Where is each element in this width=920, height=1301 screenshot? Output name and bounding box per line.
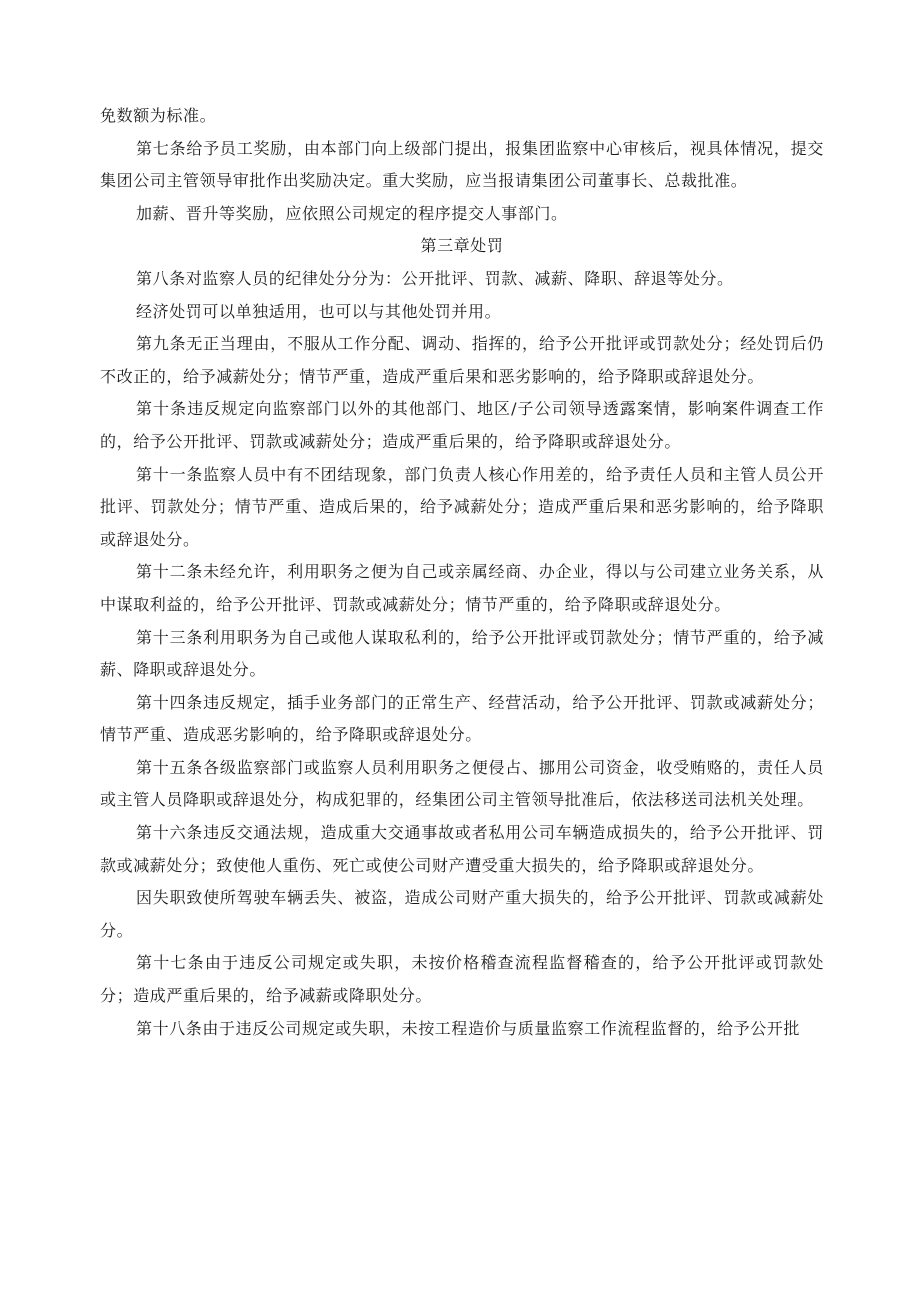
article-text: 由于违反公司规定或失职，未按价格稽查流程监督稽查的，给予公开批评或罚款处分；造成严重后果的，给予减薪或降职处分。: [100, 953, 825, 1006]
article-label: 第十二条: [136, 562, 204, 582]
article-text: 未经允许，利用职务之便为自己或亲属经商、办企业，得以与公司建立业务关系，从中谋取利益的，给予公开批评、罚款或减薪处分；情节严重的，给予降职或辞退处分。: [100, 562, 824, 614]
paragraph-text: 因失职致使所驾驶车辆丢失、被盗，造成公司财产重大损失的，给予公开批评、罚款或减薪处分。: [100, 888, 824, 940]
article-text: 对监察人员的纪律处分分为：公开批评、罚款、减薪、降职、辞退等处分。: [185, 268, 734, 288]
article-label: 第十一条: [136, 464, 204, 484]
article-text: 监察人员中有不团结现象，部门负责人核心作用差的，给予责任人员和主管人员公开批评、罚款处分；情节严重、造成后果的，给予减薪处分；造成严重后果和恶劣影响的，给予降职或辞退处分。: [100, 464, 824, 549]
article-label: 第十条: [136, 399, 188, 419]
article-18: [100, 1013, 824, 1046]
paragraph-vehicle-loss: [100, 882, 824, 947]
article-text: 违反规定，插手业务部门的正常生产、经营活动，给予公开批评、罚款或减薪处分；情节严重、造成恶劣影响的，给予降职或辞退处分。: [100, 692, 824, 745]
article-label: 第八条: [136, 268, 186, 288]
article-13: [100, 622, 824, 687]
article-text: 违反交通法规，造成重大交通事故或者私用公司车辆造成损失的，给予公开批评、罚款或减薪处分；致使他人重伤、死亡或使公司财产遭受重大损失的，给予降职或辞退处分。: [100, 823, 824, 875]
article-12: [100, 556, 824, 621]
article-9: [100, 328, 824, 393]
article-text: 各级监察部门或监察人员利用职务之便侵占、挪用公司资金，收受贿赂的，责任人员或主管人员降职或辞退处分，构成犯罪的，经集团公司主管领导批准后，依法移送司法机关处理。: [100, 757, 824, 810]
paragraph-text: 经济处罚可以单独适用，也可以与其他处罚并用。: [136, 301, 502, 321]
paragraph-text: 免数额为标准。: [100, 106, 217, 125]
article-label: 第十七条: [136, 953, 205, 973]
article-text: 无正当理由，不服从工作分配、调动、指挥的，给予公开批评或罚款处分；经处罚后仍不改正的，给予减薪处分；情节严重，造成严重后果和恶劣影响的，给予降职或辞退处分。: [100, 334, 824, 386]
paragraph-raise-promotion: [100, 198, 824, 231]
article-text: 给予员工奖励，由本部门向上级部门提出，报集团监察中心审核后，视具体情况，提交集团公司主管领导审批作出奖励决定。重大奖励，应当报请集团公司董事长、总裁批准。: [100, 138, 824, 191]
article-17: [100, 947, 824, 1012]
paragraph-economic-penalty: [100, 296, 824, 329]
article-10: [100, 393, 824, 458]
article-15: [100, 752, 824, 817]
article-text: 由于违反公司规定或失职，未按工程造价与质量监察工作流程监督的，给予公开批: [202, 1018, 801, 1038]
paragraph-continuation: [100, 100, 824, 133]
paragraph-text: 加薪、晋升等奖励，应依照公司规定的程序提交人事部门。: [136, 203, 568, 223]
document-page: [100, 100, 824, 1045]
article-text: 违反规定向监察部门以外的其他部门、地区/子公司领导透露案情，影响案件调查工作的，给予公开批评、罚款或减薪处分；造成严重后果的，给予降职或辞退处分。: [100, 399, 824, 451]
chapter-heading: [100, 230, 824, 263]
article-label: 第十四条: [136, 692, 204, 712]
article-label: 第十三条: [136, 627, 204, 647]
article-label: 第十六条: [136, 823, 204, 843]
article-16: [100, 817, 824, 882]
article-label: 第十五条: [136, 757, 204, 777]
article-14: [100, 687, 824, 752]
article-label: 第七条: [136, 138, 187, 158]
article-8: [100, 263, 824, 296]
article-text: 利用职务为自己或他人谋取私利的，给予公开批评或罚款处分；情节严重的，给予减薪、降职或辞退处分。: [100, 627, 824, 680]
article-label: 第九条: [136, 334, 187, 354]
article-label: 第十八条: [136, 1018, 203, 1038]
article-7: [100, 133, 824, 198]
chapter-title: 第三章处罚: [420, 236, 504, 256]
article-11: [100, 459, 824, 557]
